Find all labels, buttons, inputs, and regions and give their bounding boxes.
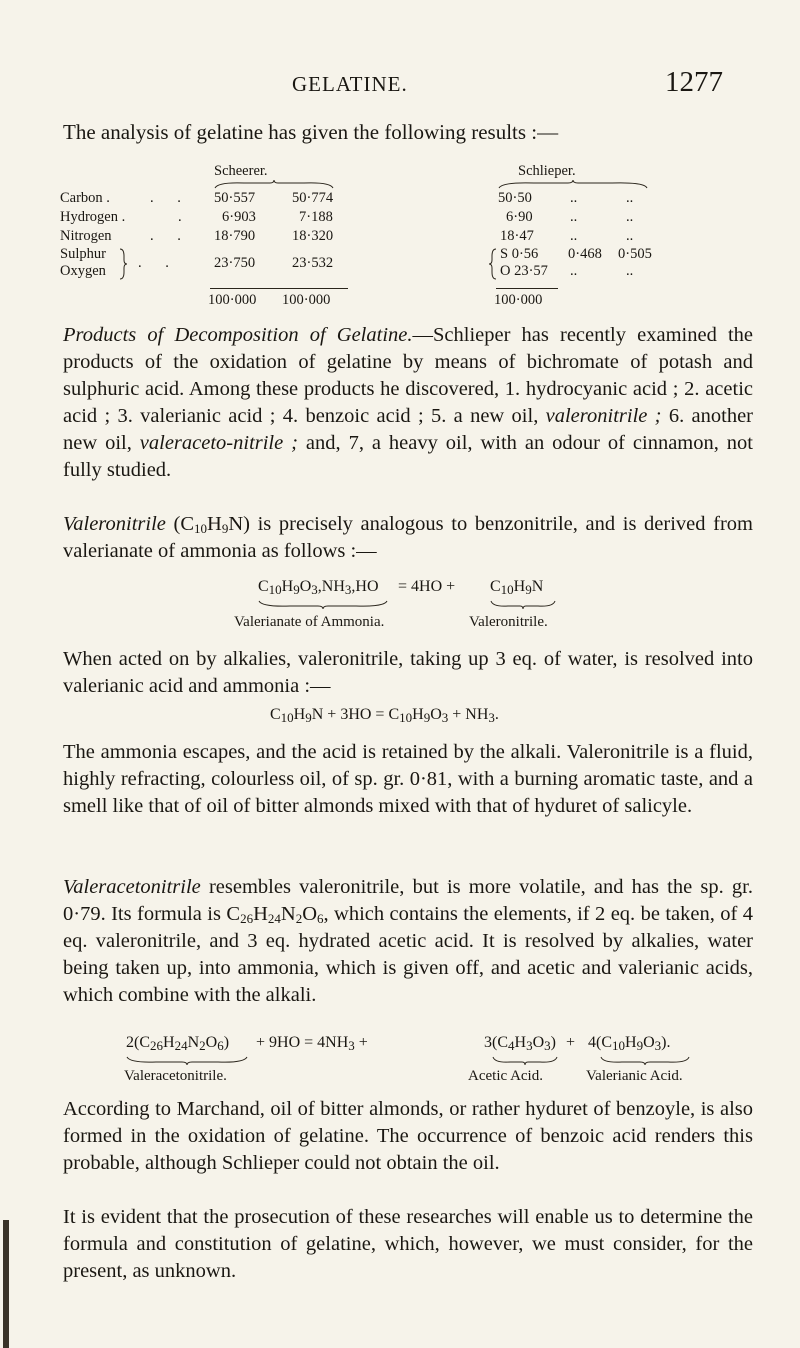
- equation-3-brace-c: [492, 1056, 558, 1066]
- total-rule-schlieper: [496, 288, 558, 289]
- cell-schlieper-2: ..: [570, 190, 578, 206]
- paragraph-ammonia: The ammonia escapes, and the acid is retained by the alkali. Valeronitrile is a fluid, highly refracting, colourless oil, of sp. gr. 0·81, with a burning aromatic taste, and a smell like that of oil of bitter almonds mixed with that of hyduret of salicyle.: [63, 741, 753, 817]
- equation-3-label-c: Acetic Acid.: [468, 1068, 543, 1084]
- paragraph-text: , which contains the elements, if 2 eq. be taken, of 4 eq. valeronitrile, and 3 eq. hydrated acetic acid. It is resolved by alkalies, water being taken up, into ammonia, which is given off, and acetic and valerianic acids, which combine with the alkali.: [63, 903, 753, 1006]
- cell-schlieper-o2: ..: [570, 263, 578, 279]
- page-number: 1277: [665, 66, 723, 98]
- header-scheerer: Scheerer.: [214, 163, 268, 179]
- intro-line: The analysis of gelatine has given the following results :—: [63, 120, 559, 144]
- equation-3-d: +: [566, 1034, 576, 1051]
- paragraph-text: 6. another new oil,: [63, 405, 753, 454]
- equation-1-brace-right: [490, 600, 556, 610]
- equation-3-c: $3(C_4H_3O_3)$: [484, 1034, 556, 1053]
- row-label-hydrogen: Hydrogen .: [60, 209, 126, 225]
- row-dots: . .: [138, 255, 179, 271]
- cell-schlieper-3: ..: [626, 209, 634, 225]
- paragraph-text: —Schlieper has recently examined the products of the oxidation of gelatine by means of bichromate of potash and sulphuric acid. Among these products he discovered, 1. hydrocyanic acid ; 2. acetic acid ; 3. valerianic acid ; 4. benzoic acid ; 5. a new oil,: [63, 324, 753, 427]
- cell-scheerer-2: 7·188: [299, 209, 333, 225]
- section-heading: Products of Decomposition of Gelatine.: [63, 324, 413, 346]
- equation-2: $C_{10}H_9N + 3HO = C_{10}H_9O_3 + NH_3$.: [270, 706, 499, 725]
- row-dots: . .: [150, 190, 191, 206]
- paragraph-valeracetonitrile: [63, 874, 753, 1009]
- running-head-title: GELATINE.: [292, 72, 408, 96]
- equation-1-label-right: Valeronitrile.: [469, 614, 548, 630]
- equation-1-label-left: Valerianate of Ammonia.: [234, 614, 385, 630]
- cell-schlieper-2: ..: [570, 209, 578, 225]
- term-valeracetonitrile: valeraceto-nitrile ;: [139, 432, 298, 454]
- cell-scheerer-1: 6·903: [222, 209, 256, 225]
- cell-schlieper-s3: 0·505: [618, 246, 652, 262]
- cell-schlieper-1: 18·47: [500, 228, 534, 244]
- equation-1-mid: = 4HO +: [398, 578, 456, 595]
- paragraph-text: is precisely analogous to benzonitrile, and is derived from valerianate of ammonia as follows :—: [63, 513, 754, 562]
- equation-3-b: + $9HO = 4NH_3$ +: [256, 1034, 368, 1053]
- paragraph-conclusion: It is evident that the prosecution of these researches will enable us to determine the formula and constitution of gelatine, which, however, we must consider, for the present, as unknown.: [63, 1206, 753, 1282]
- equation-1-left: $C_{10}H_9O_3,NH_3,HO$: [258, 578, 379, 597]
- cell-schlieper-3: ..: [626, 228, 634, 244]
- schlieper-so-brace: [488, 248, 498, 280]
- cell-scheerer-2: 50·774: [292, 190, 334, 206]
- equation-3-a: $2(C_{26}H_{24}N_2O_6)$: [126, 1034, 230, 1053]
- equation-3-brace-a: [126, 1056, 248, 1066]
- row-dots: .: [178, 209, 192, 225]
- header-schlieper: Schlieper.: [518, 163, 576, 179]
- total-rule-scheerer: [210, 288, 348, 289]
- cell-scheerer-2: 18·320: [292, 228, 334, 244]
- paragraph-text: resembles valeronitrile, but is more volatile, and has the sp. gr. 0·79. Its formula is: [63, 876, 753, 925]
- equation-1-brace-left: [258, 600, 388, 610]
- paragraph-alkalies: When acted on by alkalies, valeronitrile, taking up 3 eq. of water, is resolved into valerianic acid and ammonia :—: [63, 648, 753, 697]
- paragraph-marchand: According to Marchand, oil of bitter almonds, or rather hyduret of benzoyle, is also formed in the oxidation of gelatine. The occurrence of benzoic acid renders this probable, although Schlieper could not obtain the oil.: [63, 1098, 753, 1174]
- cell-scheerer-1: 50·557: [214, 190, 256, 206]
- binding-edge: [3, 1220, 9, 1348]
- scheerer-brace: [214, 180, 334, 190]
- row-label-sulphur: Sulphur: [60, 246, 106, 262]
- term-valeronitrile: valeronitrile ;: [545, 405, 662, 427]
- equation-3-brace-e: [600, 1056, 690, 1066]
- cell-scheerer-1: 23·750: [214, 255, 256, 271]
- total-schlieper-1: 100·000: [494, 292, 543, 308]
- cell-schlieper-s2: 0·468: [568, 246, 602, 262]
- paragraph-products: [63, 322, 753, 484]
- total-scheerer-1: 100·000: [208, 292, 257, 308]
- sulphur-oxygen-brace: [118, 248, 128, 280]
- cell-schlieper-1: 6·90: [506, 209, 533, 225]
- cell-scheerer-1: 18·790: [214, 228, 256, 244]
- paragraph-valeronitrile: [63, 511, 753, 565]
- row-label-nitrogen: Nitrogen: [60, 228, 112, 244]
- equation-3-label-a: Valeracetonitrile.: [124, 1068, 227, 1084]
- row-label-oxygen: Oxygen: [60, 263, 106, 279]
- equation-3-label-e: Valerianic Acid.: [586, 1068, 683, 1084]
- cell-schlieper-o3: ..: [626, 263, 634, 279]
- cell-scheerer-2: 23·532: [292, 255, 334, 271]
- paragraph-text: and, 7, a heavy oil, with an odour of cinnamon, not fully studied.: [63, 432, 753, 481]
- term-valeronitrile: Valeronitrile: [63, 513, 166, 535]
- row-dots: . .: [150, 228, 191, 244]
- equation-1-right: $C_{10}H_9N$: [490, 578, 544, 597]
- formula-valeronitrile: $(C_{10}H_9N)$: [173, 513, 250, 536]
- running-head: [0, 66, 800, 106]
- total-scheerer-2: 100·000: [282, 292, 331, 308]
- cell-schlieper-1: 50·50: [498, 190, 532, 206]
- cell-schlieper-2: ..: [570, 228, 578, 244]
- formula-valeracetonitrile: $C_{26}H_{24}N_2O_6$: [226, 903, 324, 926]
- term-valeracetonitrile: Valeracetonitrile: [63, 876, 201, 898]
- schlieper-brace: [498, 180, 648, 190]
- equation-3-e: $4(C_{10}H_9O_3)$.: [588, 1034, 671, 1053]
- cell-schlieper-o: O 23·57: [500, 263, 548, 279]
- cell-schlieper-s: S 0·56: [500, 246, 539, 262]
- cell-schlieper-3: ..: [626, 190, 634, 206]
- row-label-carbon: Carbon .: [60, 190, 110, 206]
